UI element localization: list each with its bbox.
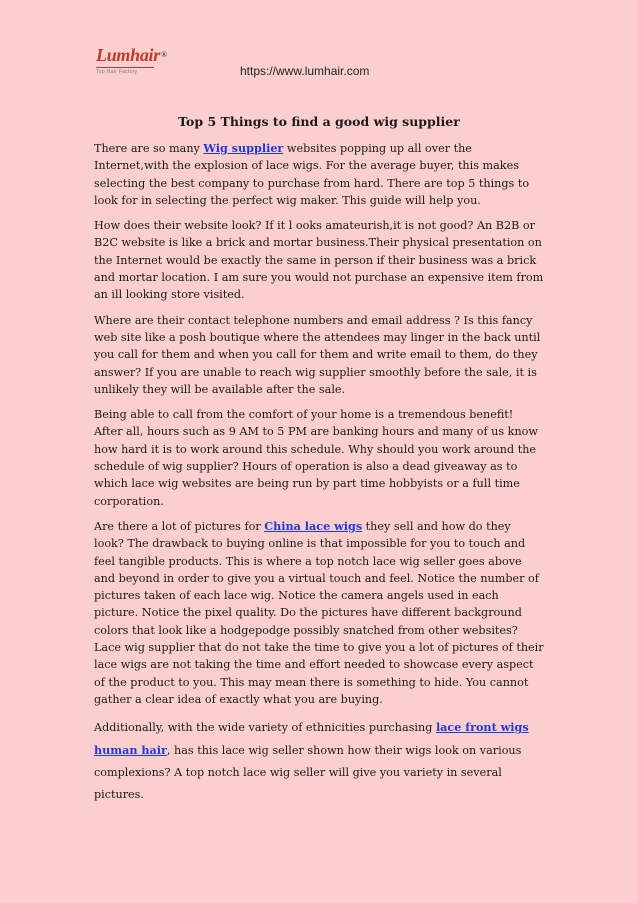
- paragraph-ethnicities: Additionally, with the wide variety of ethnicities purchasing lace front wigs human hair, has this lace wig seller shown how their wigs look on various complexions? A top notch lace wig seller will give you variety in several pictures.: [94, 720, 529, 802]
- paragraph-website: How does their website look? If it l ooks amateurish,it is not good? An B2B or B2C website is like a brick and mortar business.Their physical presentation on the Internet would be exactly the same in person if their business was a brick and mortar location. I am sure you would not purchase an expensive item from an ill looking store visited.: [94, 219, 544, 302]
- paragraph-contact: Where are their contact telephone numbers and email address ? Is this fancy web site like a posh boutique where the attendees may linger in the back until you call for them and when you call for them and write email to them, do they answer? If you are unable to reach wig supplier smoothly before the sale, it is unlikely they will be available after the sale.: [94, 313, 541, 396]
- registered-mark: ®: [160, 50, 167, 59]
- logo-tagline: Top Hair Factory: [96, 67, 154, 75]
- china-lace-wigs-link[interactable]: China lace wigs: [264, 518, 363, 533]
- paragraph-hours: Being able to call from the comfort of your home is a tremendous benefit! After all, hours such as 9 AM to 5 PM are banking hours and many of us know how hard it is to work around this schedule. Why should you work around the schedule of wig supplier? Hours of operation is also a dead giveaway as to which lace wig websites are being run by part time hobbyists or a full time corporation.: [94, 408, 538, 508]
- document-body: [94, 140, 544, 814]
- lumhair-logo: [96, 46, 176, 78]
- logo-text: Lumhair: [96, 45, 160, 65]
- lace-front-wigs-link[interactable]: lace front wigs human hair: [94, 720, 529, 758]
- wig-supplier-link[interactable]: Wig supplier: [203, 141, 284, 155]
- document-title: Top 5 Things to find a good wig supplier: [178, 114, 460, 129]
- paragraph-intro: There are so many Wig supplier websites popping up all over the Internet,with the explosion of lace wigs. For the average buyer, this makes selecting the best company to purchase from hard. There are top 5 things to look for in selecting the perfect wig maker. This guide will help you.: [94, 141, 530, 207]
- paragraph-pictures: Are there a lot of pictures for China lace wigs they sell and how do they look? The drawback to buying online is that impossible for you to touch and feel tangible products. This is where a top notch lace wig seller goes above and beyond in order to give you a virtual touch and feel. Notice the number of pictures taken of each lace wig. Notice the camera angels used in each picture. Notice the pixel quality. Do the pictures have different background colors that look like a hodgepodge possibly snatched from other websites? Lace wig supplier that do not take the time to give you a lot of pictures of their lace wigs are not taking the time and effort needed to showcase every aspect of the product to you. This may mean there is something to hide. You cannot gather a clear idea of exactly what you are buying.: [94, 518, 544, 706]
- header-url: https://www.lumhair.com: [240, 64, 370, 78]
